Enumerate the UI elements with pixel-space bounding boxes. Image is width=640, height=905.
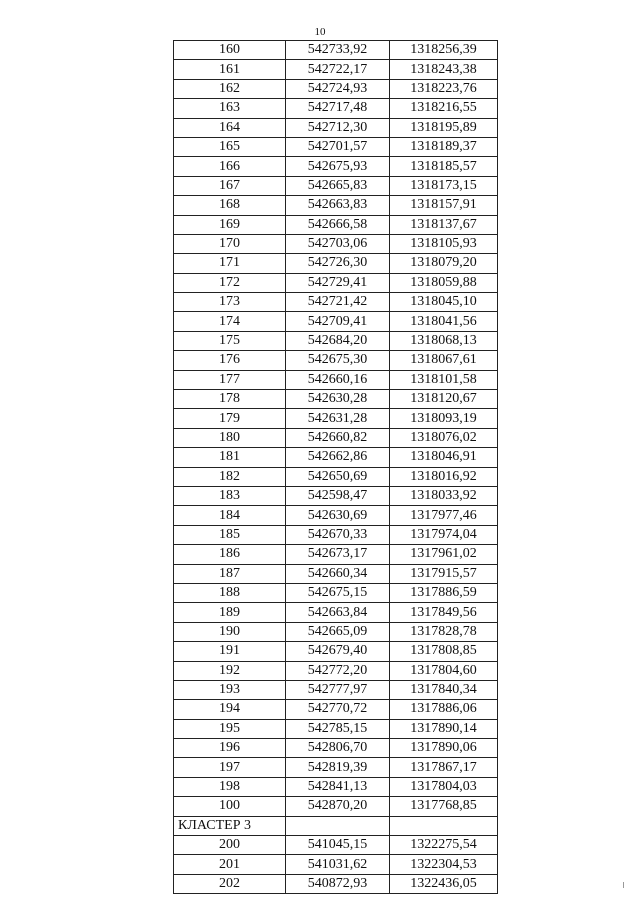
table-row — [174, 719, 498, 738]
y-coordinate-cell: 1317849,56 — [390, 603, 498, 622]
x-coordinate-cell: 542630,28 — [286, 390, 390, 409]
x-coordinate-cell: 542819,39 — [286, 758, 390, 777]
table-row — [174, 157, 498, 176]
x-coordinate-cell: 542663,84 — [286, 603, 390, 622]
y-coordinate-cell: 1318189,37 — [390, 137, 498, 156]
table-row — [174, 254, 498, 273]
x-coordinate-cell: 542726,30 — [286, 254, 390, 273]
table-row — [174, 642, 498, 661]
point-number-cell: 190 — [174, 622, 286, 641]
y-coordinate-cell: 1317808,85 — [390, 642, 498, 661]
point-number-cell: 161 — [174, 60, 286, 79]
y-coordinate-cell: 1318079,20 — [390, 254, 498, 273]
x-coordinate-cell: 542709,41 — [286, 312, 390, 331]
y-coordinate-cell: 1318033,92 — [390, 486, 498, 505]
y-coordinate-cell: 1322304,53 — [390, 855, 498, 874]
y-coordinate-cell: 1317961,02 — [390, 545, 498, 564]
x-coordinate-cell: 542663,83 — [286, 196, 390, 215]
x-coordinate-cell: 542712,30 — [286, 118, 390, 137]
page-number: 10 — [314, 26, 326, 38]
x-coordinate-cell: 542673,17 — [286, 545, 390, 564]
table-row — [174, 99, 498, 118]
x-coordinate-cell: 541031,62 — [286, 855, 390, 874]
y-coordinate-cell: 1317867,17 — [390, 758, 498, 777]
table-row — [174, 855, 498, 874]
table-row — [174, 428, 498, 447]
table-row — [174, 331, 498, 350]
x-coordinate-cell: 542722,17 — [286, 60, 390, 79]
x-coordinate-cell: 542679,40 — [286, 642, 390, 661]
point-number-cell: 189 — [174, 603, 286, 622]
point-number-cell: 175 — [174, 331, 286, 350]
y-coordinate-cell: 1318041,56 — [390, 312, 498, 331]
point-number-cell: 202 — [174, 874, 286, 893]
point-number-cell: 171 — [174, 254, 286, 273]
y-coordinate-cell: 1318243,38 — [390, 60, 498, 79]
x-coordinate-cell: 542665,09 — [286, 622, 390, 641]
y-coordinate-cell: 1318195,89 — [390, 118, 498, 137]
point-number-cell: 162 — [174, 79, 286, 98]
x-coordinate-cell: 542770,72 — [286, 700, 390, 719]
table-row — [174, 312, 498, 331]
y-coordinate-cell: 1318185,57 — [390, 157, 498, 176]
table-row — [174, 467, 498, 486]
point-number-cell: 100 — [174, 797, 286, 816]
table-row — [174, 409, 498, 428]
y-coordinate-cell: 1318120,67 — [390, 390, 498, 409]
x-coordinate-cell: 542675,15 — [286, 583, 390, 602]
y-coordinate-cell: 1318223,76 — [390, 79, 498, 98]
table-row — [174, 41, 498, 60]
table-row — [174, 797, 498, 816]
table-row — [174, 836, 498, 855]
table-row — [174, 60, 498, 79]
table-row — [174, 700, 498, 719]
table-row — [174, 390, 498, 409]
point-number-cell: 174 — [174, 312, 286, 331]
table-row — [174, 525, 498, 544]
point-number-cell: 163 — [174, 99, 286, 118]
point-number-cell: 185 — [174, 525, 286, 544]
table-row — [174, 370, 498, 389]
coordinates-table-body — [174, 41, 498, 894]
table-row — [174, 234, 498, 253]
x-coordinate-cell: 542675,93 — [286, 157, 390, 176]
y-coordinate-cell: 1318105,93 — [390, 234, 498, 253]
empty-cell — [390, 816, 498, 835]
y-coordinate-cell: 1317915,57 — [390, 564, 498, 583]
table-row — [174, 661, 498, 680]
point-number-cell: 186 — [174, 545, 286, 564]
y-coordinate-cell: 1318137,67 — [390, 215, 498, 234]
x-coordinate-cell: 542717,48 — [286, 99, 390, 118]
point-number-cell: 180 — [174, 428, 286, 447]
table-row — [174, 583, 498, 602]
table-row — [174, 176, 498, 195]
x-coordinate-cell: 541045,15 — [286, 836, 390, 855]
x-coordinate-cell: 540872,93 — [286, 874, 390, 893]
y-coordinate-cell: 1317890,14 — [390, 719, 498, 738]
table-row — [174, 777, 498, 796]
y-coordinate-cell: 1318046,91 — [390, 448, 498, 467]
x-coordinate-cell: 542870,20 — [286, 797, 390, 816]
table-row — [174, 874, 498, 893]
point-number-cell: 198 — [174, 777, 286, 796]
x-coordinate-cell: 542841,13 — [286, 777, 390, 796]
x-coordinate-cell: 542660,34 — [286, 564, 390, 583]
empty-cell — [286, 816, 390, 835]
point-number-cell: 187 — [174, 564, 286, 583]
point-number-cell: 191 — [174, 642, 286, 661]
x-coordinate-cell: 542675,30 — [286, 351, 390, 370]
point-number-cell: 200 — [174, 836, 286, 855]
x-coordinate-cell: 542660,82 — [286, 428, 390, 447]
point-number-cell: 179 — [174, 409, 286, 428]
y-coordinate-cell: 1318068,13 — [390, 331, 498, 350]
table-row — [174, 486, 498, 505]
y-coordinate-cell: 1318101,58 — [390, 370, 498, 389]
point-number-cell: 197 — [174, 758, 286, 777]
x-coordinate-cell: 542665,83 — [286, 176, 390, 195]
y-coordinate-cell: 1317828,78 — [390, 622, 498, 641]
point-number-cell: 170 — [174, 234, 286, 253]
point-number-cell: 188 — [174, 583, 286, 602]
x-coordinate-cell: 542684,20 — [286, 331, 390, 350]
x-coordinate-cell: 542772,20 — [286, 661, 390, 680]
y-coordinate-cell: 1318216,55 — [390, 99, 498, 118]
x-coordinate-cell: 542721,42 — [286, 293, 390, 312]
point-number-cell: 169 — [174, 215, 286, 234]
y-coordinate-cell: 1318157,91 — [390, 196, 498, 215]
table-row — [174, 603, 498, 622]
table-row — [174, 448, 498, 467]
table-row — [174, 79, 498, 98]
y-coordinate-cell: 1318256,39 — [390, 41, 498, 60]
point-number-cell: 160 — [174, 41, 286, 60]
table-row — [174, 622, 498, 641]
x-coordinate-cell: 542662,86 — [286, 448, 390, 467]
point-number-cell: 201 — [174, 855, 286, 874]
table-row — [174, 564, 498, 583]
y-coordinate-cell: 1317886,59 — [390, 583, 498, 602]
point-number-cell: 176 — [174, 351, 286, 370]
coordinates-table — [173, 40, 498, 894]
scan-edge-mark — [623, 882, 624, 888]
table-row — [174, 137, 498, 156]
x-coordinate-cell: 542631,28 — [286, 409, 390, 428]
y-coordinate-cell: 1318076,02 — [390, 428, 498, 447]
point-number-cell: 192 — [174, 661, 286, 680]
x-coordinate-cell: 542650,69 — [286, 467, 390, 486]
y-coordinate-cell: 1317768,85 — [390, 797, 498, 816]
y-coordinate-cell: 1318045,10 — [390, 293, 498, 312]
point-number-cell: 173 — [174, 293, 286, 312]
point-number-cell: 178 — [174, 390, 286, 409]
y-coordinate-cell: 1318173,15 — [390, 176, 498, 195]
x-coordinate-cell: 542701,57 — [286, 137, 390, 156]
point-number-cell: 183 — [174, 486, 286, 505]
y-coordinate-cell: 1317804,03 — [390, 777, 498, 796]
point-number-cell: 196 — [174, 739, 286, 758]
point-number-cell: 165 — [174, 137, 286, 156]
point-number-cell: 177 — [174, 370, 286, 389]
section-label-cell: КЛАСТЕР 3 — [174, 816, 286, 835]
x-coordinate-cell: 542729,41 — [286, 273, 390, 292]
point-number-cell: 168 — [174, 196, 286, 215]
x-coordinate-cell: 542806,70 — [286, 739, 390, 758]
table-row — [174, 680, 498, 699]
y-coordinate-cell: 1317804,60 — [390, 661, 498, 680]
x-coordinate-cell: 542785,15 — [286, 719, 390, 738]
table-row — [174, 118, 498, 137]
table-row — [174, 293, 498, 312]
y-coordinate-cell: 1318016,92 — [390, 467, 498, 486]
x-coordinate-cell: 542598,47 — [286, 486, 390, 505]
y-coordinate-cell: 1318067,61 — [390, 351, 498, 370]
x-coordinate-cell: 542660,16 — [286, 370, 390, 389]
table-row — [174, 351, 498, 370]
table-row — [174, 545, 498, 564]
section-row — [174, 816, 498, 835]
y-coordinate-cell: 1318093,19 — [390, 409, 498, 428]
point-number-cell: 184 — [174, 506, 286, 525]
y-coordinate-cell: 1317977,46 — [390, 506, 498, 525]
x-coordinate-cell: 542733,92 — [286, 41, 390, 60]
x-coordinate-cell: 542630,69 — [286, 506, 390, 525]
y-coordinate-cell: 1322275,54 — [390, 836, 498, 855]
y-coordinate-cell: 1317840,34 — [390, 680, 498, 699]
table-row — [174, 215, 498, 234]
point-number-cell: 195 — [174, 719, 286, 738]
point-number-cell: 167 — [174, 176, 286, 195]
table-row — [174, 758, 498, 777]
x-coordinate-cell: 542724,93 — [286, 79, 390, 98]
point-number-cell: 172 — [174, 273, 286, 292]
table-row — [174, 506, 498, 525]
y-coordinate-cell: 1317890,06 — [390, 739, 498, 758]
x-coordinate-cell: 542777,97 — [286, 680, 390, 699]
point-number-cell: 182 — [174, 467, 286, 486]
x-coordinate-cell: 542666,58 — [286, 215, 390, 234]
y-coordinate-cell: 1322436,05 — [390, 874, 498, 893]
y-coordinate-cell: 1317974,04 — [390, 525, 498, 544]
point-number-cell: 181 — [174, 448, 286, 467]
point-number-cell: 193 — [174, 680, 286, 699]
table-row — [174, 739, 498, 758]
table-row — [174, 196, 498, 215]
point-number-cell: 194 — [174, 700, 286, 719]
table-row — [174, 273, 498, 292]
y-coordinate-cell: 1318059,88 — [390, 273, 498, 292]
point-number-cell: 164 — [174, 118, 286, 137]
x-coordinate-cell: 542703,06 — [286, 234, 390, 253]
y-coordinate-cell: 1317886,06 — [390, 700, 498, 719]
x-coordinate-cell: 542670,33 — [286, 525, 390, 544]
point-number-cell: 166 — [174, 157, 286, 176]
